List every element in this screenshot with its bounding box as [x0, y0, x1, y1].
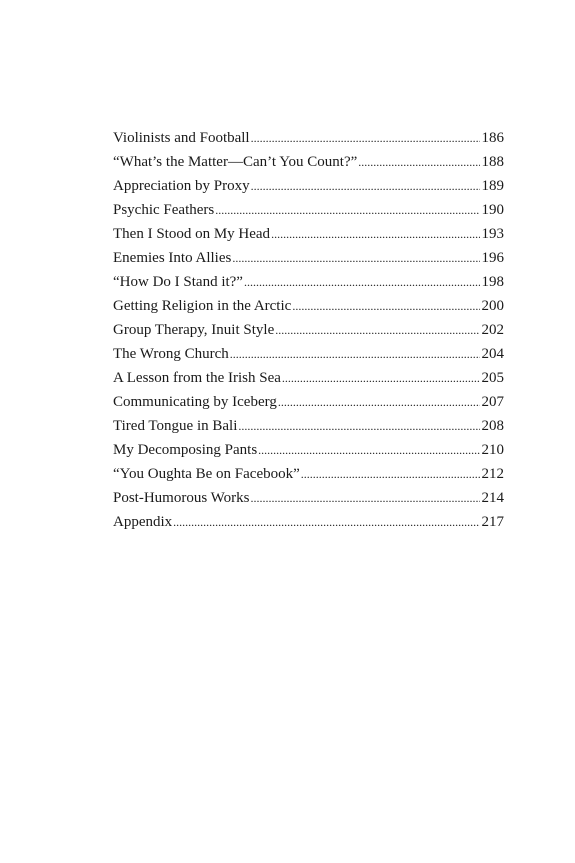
dot-leader — [173, 510, 479, 534]
toc-entry-page-number: 207 — [481, 394, 504, 410]
toc-entry-page-number: 196 — [481, 250, 504, 266]
toc-entry-title: Getting Religion in the Arctic — [113, 298, 292, 314]
toc-entry-page-number: 210 — [481, 442, 504, 458]
dot-leader — [250, 486, 479, 510]
toc-entry-title: Tired Tongue in Bali — [113, 418, 238, 434]
dot-leader — [251, 174, 480, 198]
dot-leader — [258, 438, 479, 462]
toc-entry-page-number: 189 — [481, 178, 504, 194]
toc-entry-page-number: 204 — [481, 346, 504, 362]
toc-entry-page-number: 188 — [481, 154, 504, 170]
toc-entry-page-number: 212 — [481, 466, 504, 482]
toc-entry — [113, 438, 504, 462]
dot-leader — [215, 198, 479, 222]
toc-entry-title: Psychic Feathers — [113, 202, 215, 218]
toc-entry-page-number: 186 — [481, 130, 504, 146]
toc-entry — [113, 390, 504, 414]
toc-entry-title: Enemies Into Allies — [113, 250, 232, 266]
dot-leader — [275, 318, 479, 342]
toc-entry — [113, 486, 504, 510]
toc-entry-page-number: 205 — [481, 370, 504, 386]
dot-leader — [232, 246, 479, 270]
toc-entry — [113, 150, 504, 174]
toc-entry-page-number: 208 — [481, 418, 504, 434]
toc-entry — [113, 198, 504, 222]
dot-leader — [301, 462, 480, 486]
toc-entry-page-number: 214 — [481, 490, 504, 506]
toc-entry — [113, 294, 504, 318]
toc-entry-page-number: 217 — [481, 514, 504, 530]
toc-entry-title: Appreciation by Proxy — [113, 178, 250, 194]
toc-entry — [113, 126, 504, 150]
toc-entry — [113, 270, 504, 294]
toc-entry — [113, 318, 504, 342]
dot-leader — [238, 414, 479, 438]
toc-entry-title: Communicating by Iceberg — [113, 394, 277, 410]
toc-entry-title: A Lesson from the Irish Sea — [113, 370, 281, 386]
toc-entry — [113, 246, 504, 270]
toc-entry-title: Violinists and Football — [113, 130, 250, 146]
toc-entry-title: Post-Humorous Works — [113, 490, 250, 506]
toc-entry — [113, 510, 504, 534]
toc-entry — [113, 342, 504, 366]
table-of-contents — [113, 126, 504, 534]
toc-entry-page-number: 198 — [481, 274, 504, 290]
dot-leader — [271, 222, 479, 246]
toc-entry-title: “What’s the Matter—Can’t You Count?” — [113, 154, 358, 170]
toc-entry — [113, 366, 504, 390]
toc-entry — [113, 414, 504, 438]
dot-leader — [292, 294, 479, 318]
dot-leader — [230, 342, 480, 366]
toc-entry-title: The Wrong Church — [113, 346, 229, 362]
toc-entry — [113, 174, 504, 198]
toc-entry-title: Group Therapy, Inuit Style — [113, 322, 275, 338]
toc-entry-page-number: 202 — [481, 322, 504, 338]
dot-leader — [251, 126, 480, 150]
toc-entry — [113, 462, 504, 486]
toc-entry-title: Appendix — [113, 514, 173, 530]
toc-entry — [113, 222, 504, 246]
toc-entry-title: My Decomposing Pants — [113, 442, 258, 458]
dot-leader — [278, 390, 480, 414]
toc-entry-title: “How Do I Stand it?” — [113, 274, 243, 290]
toc-entry-title: Then I Stood on My Head — [113, 226, 271, 242]
toc-entry-page-number: 193 — [481, 226, 504, 242]
toc-entry-title: “You Oughta Be on Facebook” — [113, 466, 300, 482]
toc-entry-page-number: 200 — [481, 298, 504, 314]
dot-leader — [358, 150, 479, 174]
toc-entry-page-number: 190 — [481, 202, 504, 218]
dot-leader — [244, 270, 480, 294]
dot-leader — [282, 366, 480, 390]
